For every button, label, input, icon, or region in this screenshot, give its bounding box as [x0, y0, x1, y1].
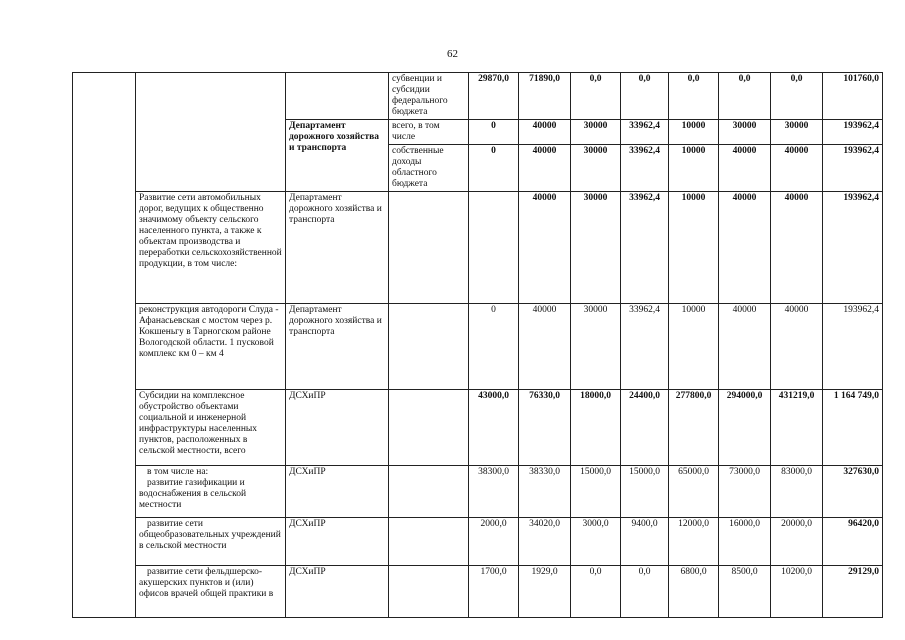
value-2014 [469, 192, 519, 304]
value-2015: 71890,0 [519, 73, 571, 120]
blank-first-column [73, 73, 136, 618]
row-name-cell: Развитие сети автомобильных дорог, ведущих к общественно значимому объекту сельского населенного пункта, а также к объектам производства и переработки сельскохозяйственной продукции, в том числе: [136, 192, 286, 304]
value-2018: 65000,0 [669, 466, 719, 518]
value-2017: 15000,0 [621, 466, 669, 518]
value-2020: 30000 [771, 120, 823, 145]
dept-cell: ДСХиПР [286, 518, 389, 566]
value-total: 29129,0 [823, 566, 883, 618]
value-2018: 10000 [669, 120, 719, 145]
value-2018: 10000 [669, 304, 719, 390]
value-2018: 10000 [669, 145, 719, 192]
dept-cell: ДСХиПР [286, 566, 389, 618]
value-2014: 38300,0 [469, 466, 519, 518]
dept-cell: Департамент дорожного хозяйства и транспорта [286, 120, 389, 192]
value-2016: 30000 [571, 192, 621, 304]
value-2017: 33962,4 [621, 145, 669, 192]
row-name-text: развитие газификации и водоснабжения в сельской местности [139, 478, 247, 510]
value-2016: 3000,0 [571, 518, 621, 566]
value-2020: 40000 [771, 145, 823, 192]
value-total: 193962,4 [823, 120, 883, 145]
table-row [73, 466, 883, 518]
value-2016: 0,0 [571, 73, 621, 120]
value-2018: 10000 [669, 192, 719, 304]
value-2019: 40000 [719, 304, 771, 390]
value-2015: 34020,0 [519, 518, 571, 566]
value-2017: 9400,0 [621, 518, 669, 566]
value-2015: 40000 [519, 304, 571, 390]
value-2019: 30000 [719, 120, 771, 145]
value-2017: 24400,0 [621, 390, 669, 466]
value-2019: 40000 [719, 145, 771, 192]
value-2015: 1929,0 [519, 566, 571, 618]
source-cell: всего, в том числе [389, 120, 469, 145]
value-2018: 12000,0 [669, 518, 719, 566]
value-2019: 294000,0 [719, 390, 771, 466]
value-2016: 30000 [571, 145, 621, 192]
value-2014: 43000,0 [469, 390, 519, 466]
value-total: 96420,0 [823, 518, 883, 566]
value-2019: 40000 [719, 192, 771, 304]
value-2015: 40000 [519, 145, 571, 192]
source-cell [389, 390, 469, 466]
budget-table [72, 72, 883, 618]
source-cell [389, 566, 469, 618]
table-row [73, 566, 883, 618]
value-2014: 2000,0 [469, 518, 519, 566]
value-2017: 0,0 [621, 566, 669, 618]
value-2016: 15000,0 [571, 466, 621, 518]
value-2016: 30000 [571, 120, 621, 145]
row-name-cell: развитие сети общеобразовательных учреждений в сельской местности [136, 518, 286, 566]
row-name-intro: в том числе на: [147, 467, 209, 477]
row-name-cell: развитие сети фельдшерско-акушерских пунктов и (или) офисов врачей общей практики в [136, 566, 286, 618]
source-cell: собственные доходы областного бюджета [389, 145, 469, 192]
value-2020: 0,0 [771, 73, 823, 120]
table-row [73, 390, 883, 466]
value-2017: 33962,4 [621, 192, 669, 304]
value-total: 101760,0 [823, 73, 883, 120]
value-2020: 83000,0 [771, 466, 823, 518]
table-row [73, 73, 883, 120]
row-name-cell: реконструкция автодороги Слуда - Афанасьевская с мостом через р. Кокшеньгу в Тарногском районе Вологодской области. 1 пусковой комплекс км 0 – км 4 [136, 304, 286, 390]
value-2019: 0,0 [719, 73, 771, 120]
dept-cell: Департамент дорожного хозяйства и транспорта [286, 192, 389, 304]
value-2014: 0 [469, 145, 519, 192]
value-total: 193962,4 [823, 192, 883, 304]
value-2018: 0,0 [669, 73, 719, 120]
table-row [73, 304, 883, 390]
dept-cell: Департамент дорожного хозяйства и транспорта [286, 304, 389, 390]
source-cell [389, 192, 469, 304]
value-2019: 8500,0 [719, 566, 771, 618]
value-2014: 1700,0 [469, 566, 519, 618]
value-total: 1 164 749,0 [823, 390, 883, 466]
value-2015: 40000 [519, 192, 571, 304]
value-2015: 76330,0 [519, 390, 571, 466]
value-total: 193962,4 [823, 304, 883, 390]
value-2014: 0 [469, 304, 519, 390]
value-total: 193962,4 [823, 145, 883, 192]
value-2020: 40000 [771, 192, 823, 304]
value-2014: 0 [469, 120, 519, 145]
value-2018: 277800,0 [669, 390, 719, 466]
value-2015: 38330,0 [519, 466, 571, 518]
value-2019: 16000,0 [719, 518, 771, 566]
value-2014: 29870,0 [469, 73, 519, 120]
value-total: 327630,0 [823, 466, 883, 518]
value-2016: 0,0 [571, 566, 621, 618]
table-row [73, 518, 883, 566]
dept-cell: ДСХиПР [286, 466, 389, 518]
source-cell [389, 518, 469, 566]
value-2016: 18000,0 [571, 390, 621, 466]
row-name-cell [136, 73, 286, 192]
value-2017: 0,0 [621, 73, 669, 120]
value-2018: 6800,0 [669, 566, 719, 618]
value-2015: 40000 [519, 120, 571, 145]
page-number: 62 [447, 48, 458, 60]
value-2019: 73000,0 [719, 466, 771, 518]
source-cell: субвенции и субсидии федерального бюджета [389, 73, 469, 120]
row-name-cell [136, 466, 286, 518]
source-cell [389, 466, 469, 518]
table-row [73, 192, 883, 304]
value-2020: 431219,0 [771, 390, 823, 466]
value-2017: 33962,4 [621, 304, 669, 390]
value-2017: 33962,4 [621, 120, 669, 145]
dept-cell [286, 73, 389, 120]
value-2020: 40000 [771, 304, 823, 390]
value-2016: 30000 [571, 304, 621, 390]
value-2020: 10200,0 [771, 566, 823, 618]
value-2020: 20000,0 [771, 518, 823, 566]
source-cell [389, 304, 469, 390]
row-name-cell: Субсидии на комплексное обустройство объектами социальной и инженерной инфраструктуры населенных пунктов, расположенных в сельской местности, всего [136, 390, 286, 466]
dept-cell: ДСХиПР [286, 390, 389, 466]
